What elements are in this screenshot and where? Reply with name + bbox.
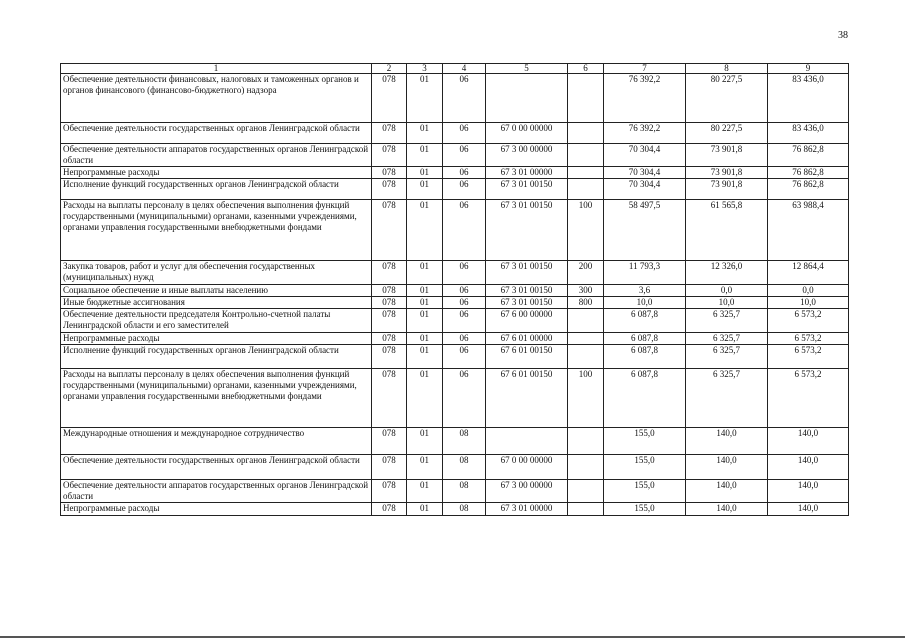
col8-cell: 6 325,7	[686, 333, 768, 345]
col5-cell: 67 3 00 00000	[486, 480, 568, 503]
col2-cell: 078	[372, 123, 407, 144]
col8-cell: 140,0	[686, 480, 768, 503]
col4-cell: 06	[443, 297, 486, 309]
col8-cell: 6 325,7	[686, 369, 768, 428]
col6-cell	[568, 455, 604, 480]
col5-cell: 67 3 00 00000	[486, 144, 568, 167]
header-cell-1: 1	[61, 64, 372, 74]
col6-cell	[568, 333, 604, 345]
col3-cell: 01	[407, 333, 443, 345]
col5-cell: 67 6 01 00000	[486, 333, 568, 345]
col3-cell: 01	[407, 369, 443, 428]
col4-cell: 06	[443, 179, 486, 200]
col3-cell: 01	[407, 200, 443, 261]
col5-cell: 67 6 01 00150	[486, 369, 568, 428]
description-cell: Расходы на выплаты персоналу в целях обеспечения выполнения функций государственными (муниципальными) органами, казенными учреждениями, органами управления государственными внебюджетными фондами	[61, 369, 372, 428]
col5-cell	[486, 428, 568, 455]
col9-cell: 63 988,4	[768, 200, 849, 261]
description-cell: Обеспечение деятельности государственных органов Ленинградской области	[61, 123, 372, 144]
col2-cell: 078	[372, 428, 407, 455]
col8-cell: 0,0	[686, 285, 768, 297]
col5-cell: 67 3 01 00150	[486, 200, 568, 261]
col9-cell: 6 573,2	[768, 369, 849, 428]
header-cell-7: 7	[604, 64, 686, 74]
col4-cell: 06	[443, 167, 486, 179]
col8-cell: 73 901,8	[686, 179, 768, 200]
col7-cell: 6 087,8	[604, 333, 686, 345]
col3-cell: 01	[407, 297, 443, 309]
col2-cell: 078	[372, 200, 407, 261]
col4-cell: 06	[443, 309, 486, 333]
col9-cell: 140,0	[768, 455, 849, 480]
col5-cell: 67 3 01 00150	[486, 297, 568, 309]
col9-cell: 83 436,0	[768, 123, 849, 144]
col9-cell: 12 864,4	[768, 261, 849, 285]
description-cell: Расходы на выплаты персоналу в целях обеспечения выполнения функций государственными (муниципальными) органами, казенными учреждениями, органами управления государственными внебюджетными фондами	[61, 200, 372, 261]
col4-cell: 08	[443, 455, 486, 480]
col6-cell	[568, 179, 604, 200]
description-cell: Социальное обеспечение и иные выплаты населению	[61, 285, 372, 297]
col6-cell	[568, 123, 604, 144]
col7-cell: 70 304,4	[604, 179, 686, 200]
table-row	[61, 200, 849, 261]
col7-cell: 58 497,5	[604, 200, 686, 261]
col5-cell: 67 3 01 00000	[486, 167, 568, 179]
description-cell: Международные отношения и международное сотрудничество	[61, 428, 372, 455]
table-row	[61, 144, 849, 167]
table-row	[61, 261, 849, 285]
col9-cell: 83 436,0	[768, 74, 849, 123]
col2-cell: 078	[372, 333, 407, 345]
description-cell: Обеспечение деятельности аппаратов государственных органов Ленинградской области	[61, 144, 372, 167]
description-cell: Непрограммные расходы	[61, 333, 372, 345]
col6-cell: 200	[568, 261, 604, 285]
col7-cell: 6 087,8	[604, 369, 686, 428]
header-cell-2: 2	[372, 64, 407, 74]
col2-cell: 078	[372, 309, 407, 333]
col9-cell: 10,0	[768, 297, 849, 309]
col9-cell: 6 573,2	[768, 309, 849, 333]
col8-cell: 80 227,5	[686, 74, 768, 123]
col4-cell: 08	[443, 428, 486, 455]
col2-cell: 078	[372, 74, 407, 123]
col5-cell: 67 3 01 00150	[486, 261, 568, 285]
col8-cell: 73 901,8	[686, 167, 768, 179]
col7-cell: 70 304,4	[604, 167, 686, 179]
col4-cell: 06	[443, 261, 486, 285]
table-row	[61, 309, 849, 333]
col3-cell: 01	[407, 503, 443, 516]
table-row	[61, 369, 849, 428]
col2-cell: 078	[372, 285, 407, 297]
table-row	[61, 285, 849, 297]
col6-cell	[568, 345, 604, 369]
col6-cell: 300	[568, 285, 604, 297]
col5-cell	[486, 74, 568, 123]
budget-table	[60, 63, 849, 516]
col3-cell: 01	[407, 345, 443, 369]
header-cell-8: 8	[686, 64, 768, 74]
col6-cell	[568, 309, 604, 333]
col6-cell	[568, 144, 604, 167]
table-row	[61, 179, 849, 200]
col3-cell: 01	[407, 74, 443, 123]
col5-cell: 67 6 01 00150	[486, 345, 568, 369]
col6-cell	[568, 167, 604, 179]
col4-cell: 06	[443, 144, 486, 167]
col4-cell: 06	[443, 345, 486, 369]
col4-cell: 06	[443, 285, 486, 297]
col2-cell: 078	[372, 297, 407, 309]
table-row	[61, 74, 849, 123]
col2-cell: 078	[372, 503, 407, 516]
col7-cell: 155,0	[604, 480, 686, 503]
table-row	[61, 455, 849, 480]
header-cell-3: 3	[407, 64, 443, 74]
col2-cell: 078	[372, 345, 407, 369]
col3-cell: 01	[407, 428, 443, 455]
col7-cell: 6 087,8	[604, 309, 686, 333]
col5-cell: 67 0 00 00000	[486, 123, 568, 144]
col8-cell: 73 901,8	[686, 144, 768, 167]
header-cell-4: 4	[443, 64, 486, 74]
col7-cell: 155,0	[604, 503, 686, 516]
col8-cell: 140,0	[686, 428, 768, 455]
col5-cell: 67 0 00 00000	[486, 455, 568, 480]
description-cell: Непрограммные расходы	[61, 167, 372, 179]
description-cell: Исполнение функций государственных органов Ленинградской области	[61, 345, 372, 369]
col3-cell: 01	[407, 480, 443, 503]
page-bottom-edge	[0, 636, 905, 638]
col5-cell: 67 3 01 00000	[486, 503, 568, 516]
col8-cell: 12 326,0	[686, 261, 768, 285]
description-cell: Закупка товаров, работ и услуг для обеспечения государственных (муниципальных) нужд	[61, 261, 372, 285]
description-cell: Обеспечение деятельности финансовых, налоговых и таможенных органов и органов финансового (финансово-бюджетного) надзора	[61, 74, 372, 123]
col7-cell: 70 304,4	[604, 144, 686, 167]
col2-cell: 078	[372, 455, 407, 480]
col7-cell: 155,0	[604, 455, 686, 480]
col3-cell: 01	[407, 144, 443, 167]
col6-cell: 100	[568, 200, 604, 261]
col7-cell: 3,6	[604, 285, 686, 297]
col7-cell: 155,0	[604, 428, 686, 455]
col3-cell: 01	[407, 179, 443, 200]
col9-cell: 76 862,8	[768, 144, 849, 167]
col3-cell: 01	[407, 261, 443, 285]
table-row	[61, 123, 849, 144]
col6-cell	[568, 503, 604, 516]
col9-cell: 140,0	[768, 503, 849, 516]
col8-cell: 6 325,7	[686, 345, 768, 369]
col6-cell: 800	[568, 297, 604, 309]
description-cell: Исполнение функций государственных органов Ленинградской области	[61, 179, 372, 200]
col9-cell: 76 862,8	[768, 179, 849, 200]
description-cell: Непрограммные расходы	[61, 503, 372, 516]
table-row	[61, 333, 849, 345]
description-cell: Обеспечение деятельности государственных органов Ленинградской области	[61, 455, 372, 480]
col4-cell: 06	[443, 333, 486, 345]
header-row	[61, 64, 849, 74]
col8-cell: 140,0	[686, 503, 768, 516]
col9-cell: 76 862,8	[768, 167, 849, 179]
col3-cell: 01	[407, 123, 443, 144]
col7-cell: 11 793,3	[604, 261, 686, 285]
header-cell-6: 6	[568, 64, 604, 74]
table-row	[61, 480, 849, 503]
col5-cell: 67 6 00 00000	[486, 309, 568, 333]
col2-cell: 078	[372, 369, 407, 428]
col8-cell: 80 227,5	[686, 123, 768, 144]
col9-cell: 140,0	[768, 428, 849, 455]
col2-cell: 078	[372, 261, 407, 285]
col9-cell: 140,0	[768, 480, 849, 503]
col4-cell: 06	[443, 200, 486, 261]
col4-cell: 06	[443, 74, 486, 123]
col4-cell: 08	[443, 480, 486, 503]
description-cell: Обеспечение деятельности председателя Контрольно-счетной палаты Ленинградской области и его заместителей	[61, 309, 372, 333]
col2-cell: 078	[372, 480, 407, 503]
col9-cell: 6 573,2	[768, 333, 849, 345]
col4-cell: 06	[443, 369, 486, 428]
page-number: 38	[838, 30, 848, 41]
col5-cell: 67 3 01 00150	[486, 179, 568, 200]
table-row	[61, 428, 849, 455]
header-cell-5: 5	[486, 64, 568, 74]
col2-cell: 078	[372, 167, 407, 179]
col8-cell: 6 325,7	[686, 309, 768, 333]
col5-cell: 67 3 01 00150	[486, 285, 568, 297]
col6-cell	[568, 74, 604, 123]
col8-cell: 140,0	[686, 455, 768, 480]
col6-cell: 100	[568, 369, 604, 428]
col7-cell: 10,0	[604, 297, 686, 309]
col8-cell: 61 565,8	[686, 200, 768, 261]
col6-cell	[568, 428, 604, 455]
table-row	[61, 345, 849, 369]
col2-cell: 078	[372, 144, 407, 167]
col7-cell: 76 392,2	[604, 123, 686, 144]
col4-cell: 06	[443, 123, 486, 144]
header-cell-9: 9	[768, 64, 849, 74]
col7-cell: 76 392,2	[604, 74, 686, 123]
table-row	[61, 167, 849, 179]
description-cell: Обеспечение деятельности аппаратов государственных органов Ленинградской области	[61, 480, 372, 503]
col3-cell: 01	[407, 455, 443, 480]
table-row	[61, 503, 849, 516]
table-row	[61, 297, 849, 309]
col3-cell: 01	[407, 309, 443, 333]
col3-cell: 01	[407, 285, 443, 297]
col6-cell	[568, 480, 604, 503]
col3-cell: 01	[407, 167, 443, 179]
col9-cell: 6 573,2	[768, 345, 849, 369]
col2-cell: 078	[372, 179, 407, 200]
col8-cell: 10,0	[686, 297, 768, 309]
col7-cell: 6 087,8	[604, 345, 686, 369]
description-cell: Иные бюджетные ассигнования	[61, 297, 372, 309]
col9-cell: 0,0	[768, 285, 849, 297]
col4-cell: 08	[443, 503, 486, 516]
